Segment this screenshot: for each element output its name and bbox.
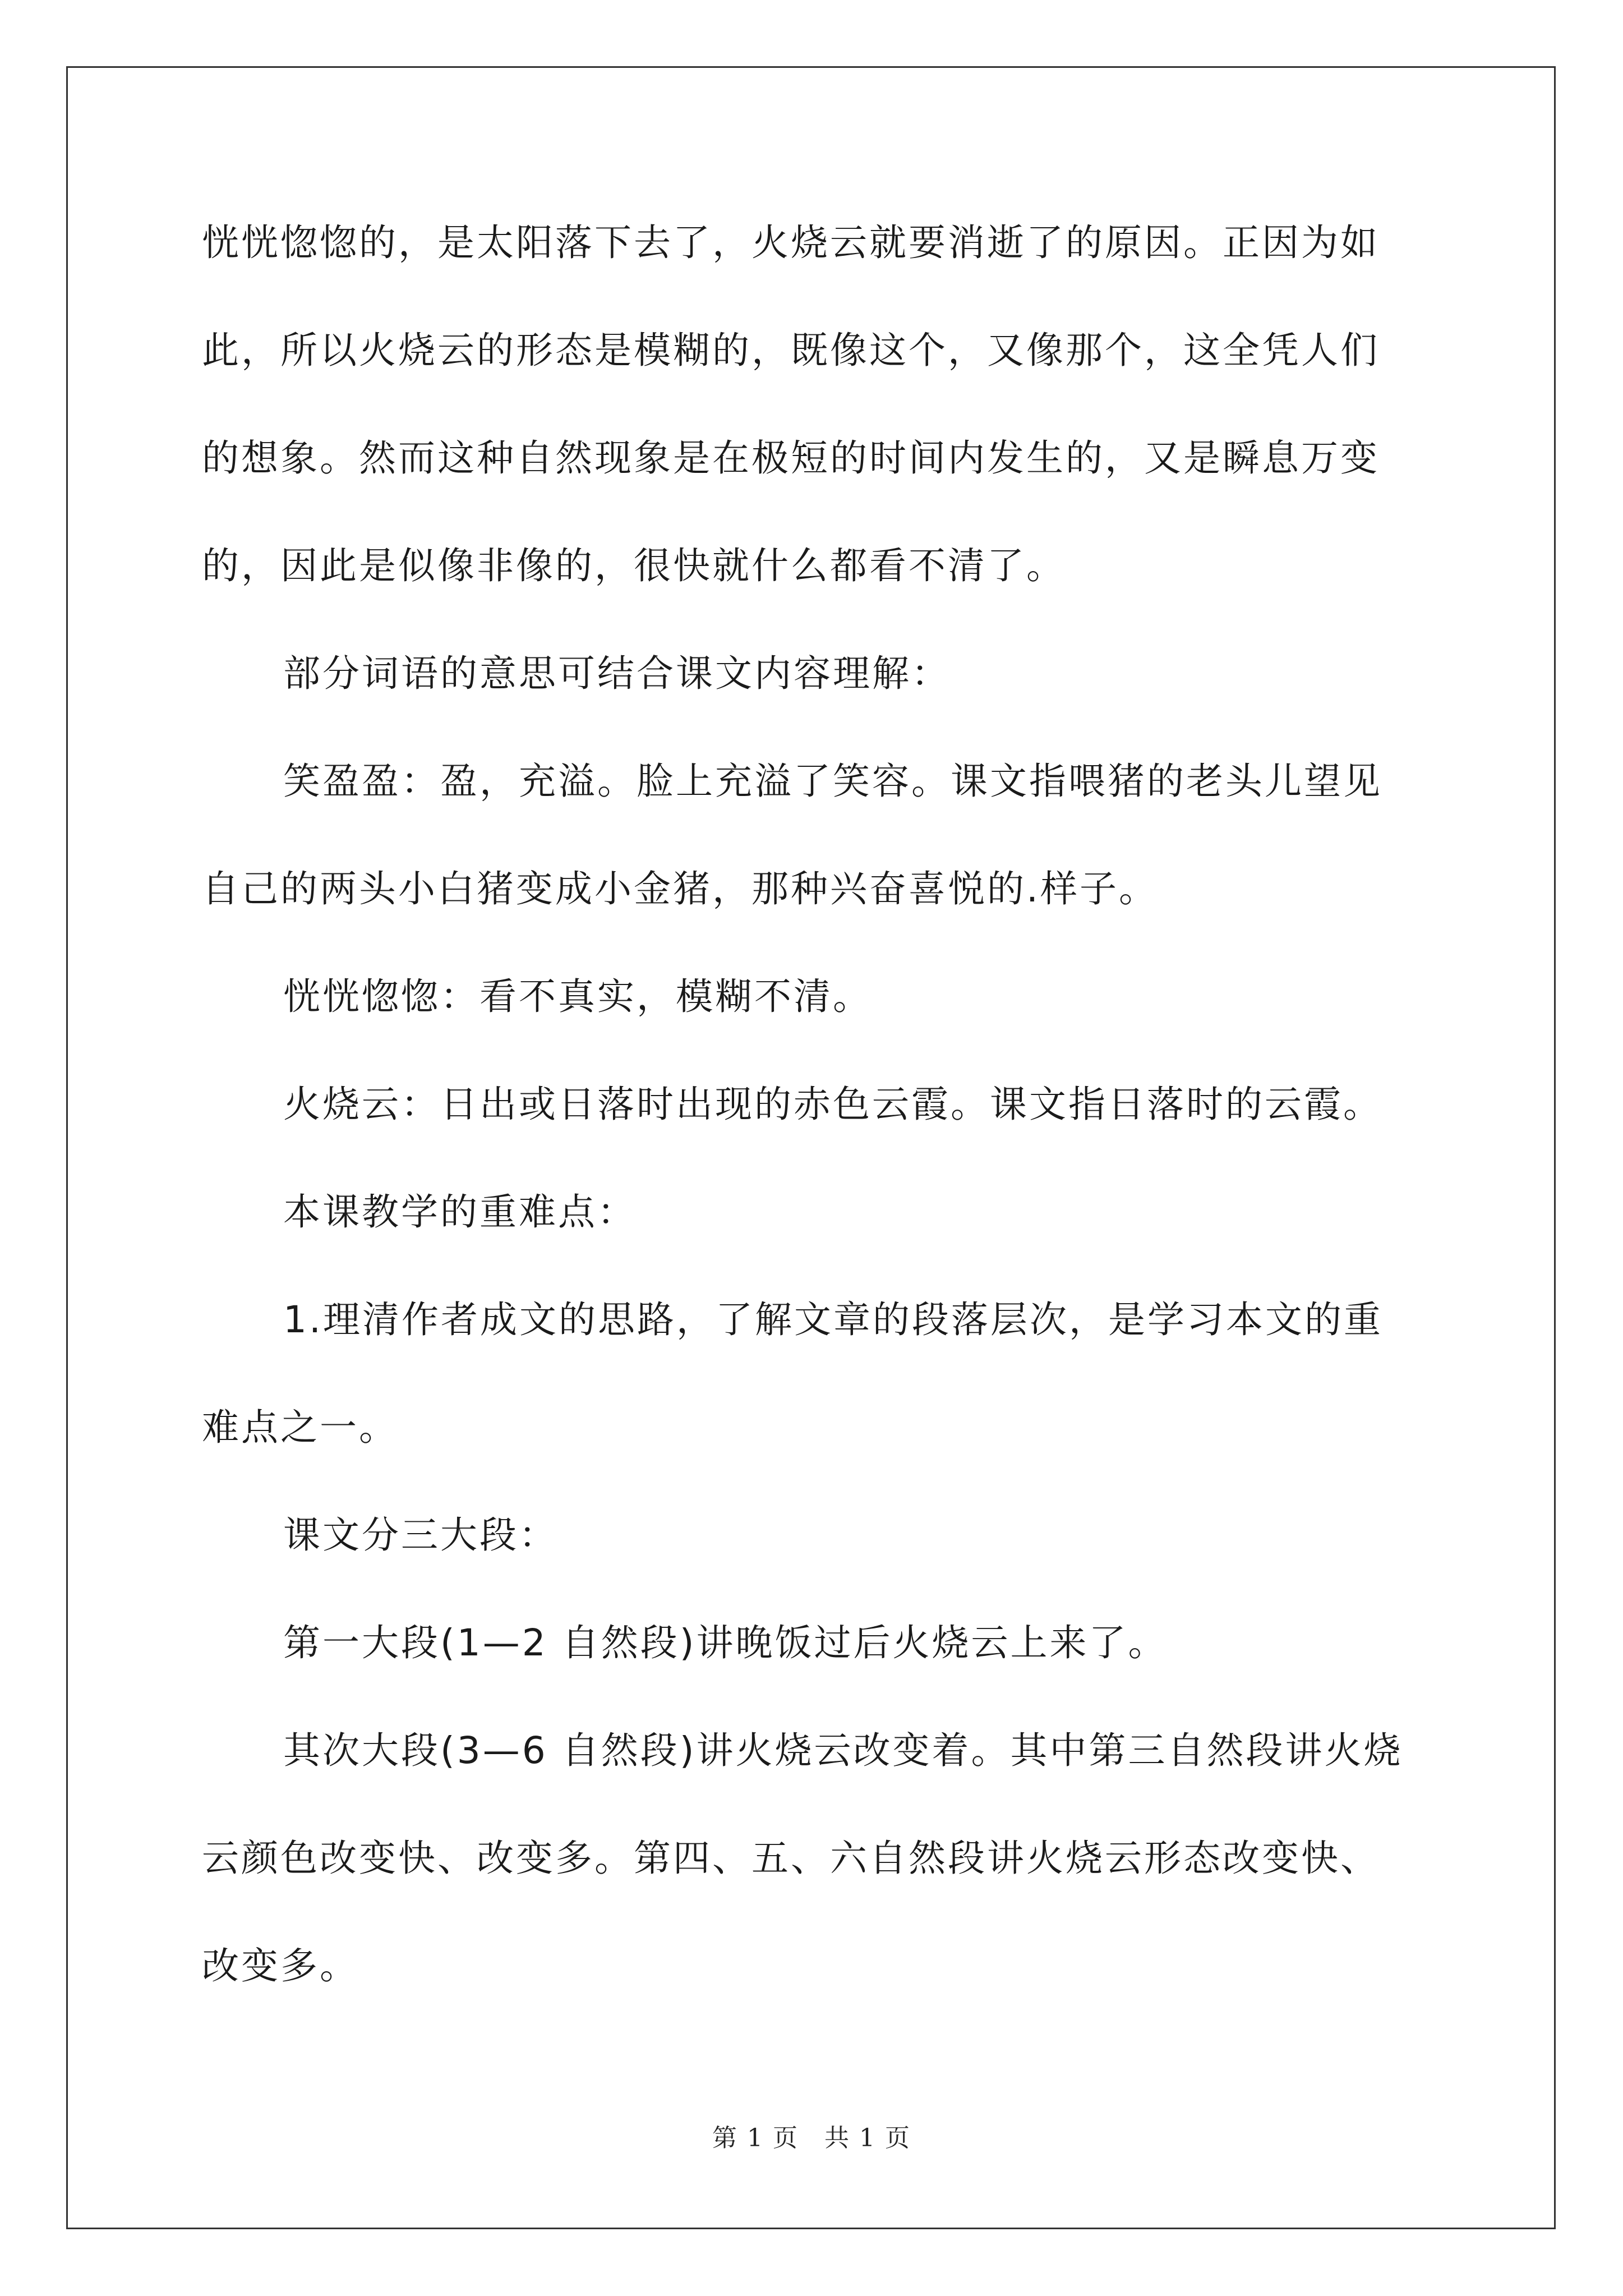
text-line: 的想象。然而这种自然现象是在极短的时间内发生的，又是瞬息万变 [202, 436, 1380, 480]
text-line: 其次大段(3—6 自然段)讲火烧云改变着。其中第三自然段讲火烧 [283, 1729, 1403, 1772]
text-line: 火烧云：日出或日落时出现的赤色云霞。课文指日落时的云霞。 [283, 1083, 1382, 1126]
text-line: 难点之一。 [202, 1406, 398, 1449]
text-line: 恍恍惚惚的，是太阳落下去了，火烧云就要消逝了的原因。正因为如 [202, 221, 1380, 264]
text-line: 课文分三大段： [283, 1513, 558, 1557]
text-line: 改变多。 [202, 1944, 359, 1987]
text-line: 本课教学的重难点： [283, 1190, 637, 1234]
text-line: 1.理清作者成文的思路，了解文章的段落层次，是学习本文的重 [283, 1298, 1383, 1341]
text-line: 自己的两头小白猪变成小金猪，那种兴奋喜悦的.样子。 [202, 867, 1158, 910]
page-footer: 第 1 页 共 1 页 [712, 2124, 911, 2152]
text-line: 此，所以火烧云的形态是模糊的，既像这个，又像那个，这全凭人们 [202, 329, 1380, 372]
text-line: 部分词语的意思可结合课文内容理解： [283, 652, 951, 695]
text-line: 的，因此是似像非像的，很快就什么都看不清了。 [202, 544, 1066, 587]
text-line: 云颜色改变快、改变多。第四、五、六自然段讲火烧云形态改变快、 [202, 1837, 1380, 1880]
text-line: 第一大段(1—2 自然段)讲晚饭过后火烧云上来了。 [283, 1621, 1168, 1664]
text-line: 恍恍惚惚：看不真实，模糊不清。 [283, 975, 872, 1018]
document-body [202, 216, 1424, 2047]
text-line: 笑盈盈：盈，充溢。脸上充溢了笑容。课文指喂猪的老头儿望见 [283, 760, 1382, 803]
